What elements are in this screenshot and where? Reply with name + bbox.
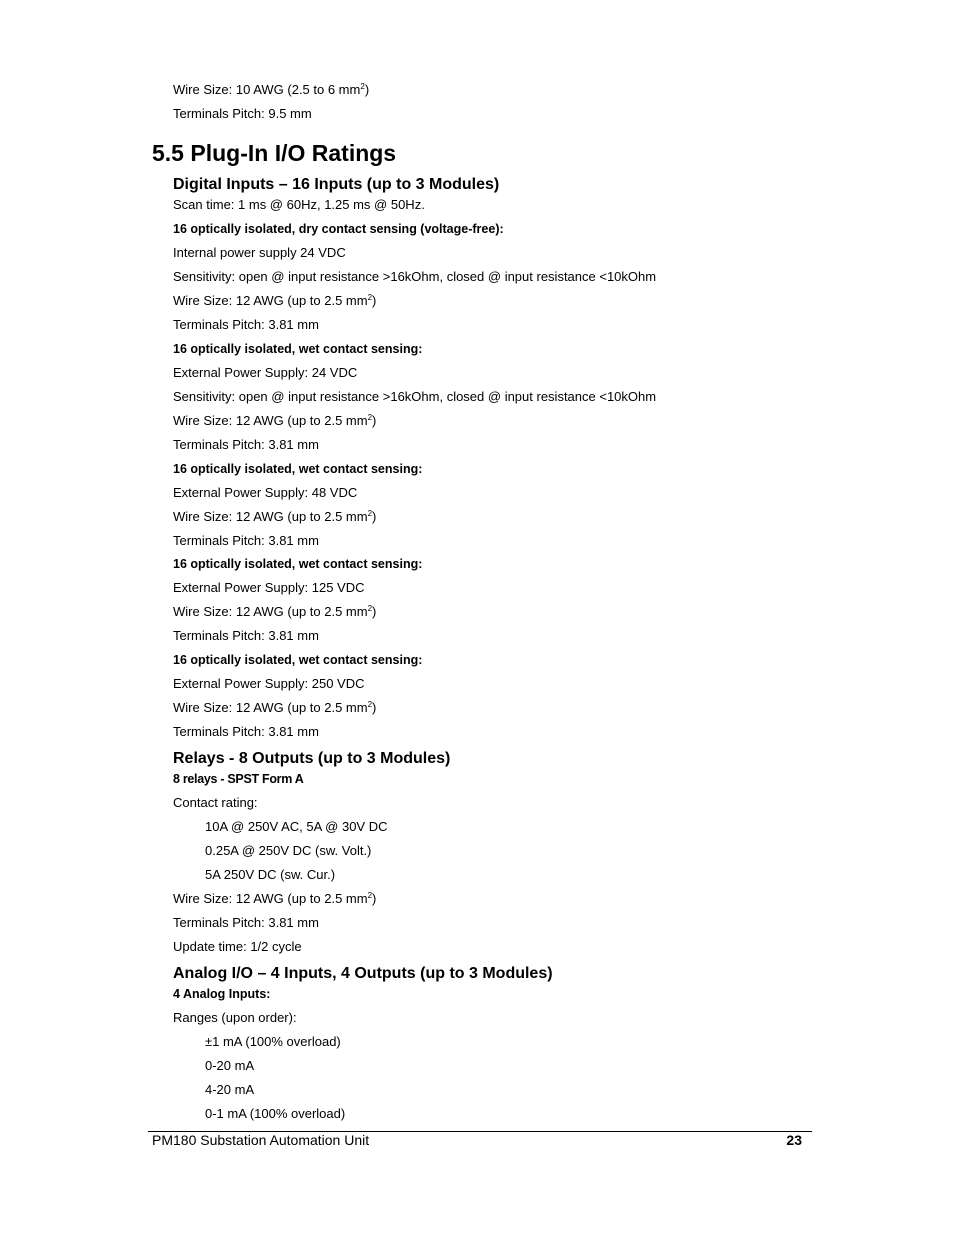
top-wire-size: Wire Size: 10 AWG (2.5 to 6 $mm^2$) bbox=[173, 82, 370, 97]
dry-wire-size: Wire Size: 12 AWG (up to 2.5 $mm^2$) bbox=[173, 293, 377, 308]
dry-supply: Internal power supply 24 VDC bbox=[173, 245, 346, 260]
range-item: ±1 mA (100% overload) bbox=[205, 1034, 341, 1049]
contact-rating-label: Contact rating: bbox=[173, 795, 258, 810]
footer-page-number: 23 bbox=[786, 1132, 802, 1148]
contact-rating-item: 10A @ 250V AC, 5A @ 30V DC bbox=[205, 819, 388, 834]
dry-terminals-pitch: Terminals Pitch: 3.81 mm bbox=[173, 317, 319, 332]
wet48-title: 16 optically isolated, wet contact sensing: bbox=[173, 462, 423, 476]
relays-terminals-pitch: Terminals Pitch: 3.81 mm bbox=[173, 915, 319, 930]
ranges-label: Ranges (upon order): bbox=[173, 1010, 297, 1025]
wet24-wire-size: Wire Size: 12 AWG (up to 2.5 $mm^2$) bbox=[173, 413, 377, 428]
wet48-wire-size: Wire Size: 12 AWG (up to 2.5 $mm^2$) bbox=[173, 509, 377, 524]
wet48-supply: External Power Supply: 48 VDC bbox=[173, 485, 358, 500]
relays-heading: Relays - 8 Outputs (up to 3 Modules) bbox=[173, 750, 451, 767]
wet250-terminals-pitch: Terminals Pitch: 3.81 mm bbox=[173, 724, 319, 739]
wet250-supply: External Power Supply: 250 VDC bbox=[173, 676, 365, 691]
wet24-terminals-pitch: Terminals Pitch: 3.81 mm bbox=[173, 437, 319, 452]
range-item: 4-20 mA bbox=[205, 1082, 255, 1097]
wet125-terminals-pitch: Terminals Pitch: 3.81 mm bbox=[173, 628, 319, 643]
digital-inputs-heading: Digital Inputs – 16 Inputs (up to 3 Modules) bbox=[173, 176, 500, 193]
wet250-wire-size: Wire Size: 12 AWG (up to 2.5 $mm^2$) bbox=[173, 700, 377, 715]
relays-subtitle: 8 relays - SPST Form A bbox=[173, 772, 304, 786]
wet24-title: 16 optically isolated, wet contact sensing: bbox=[173, 342, 423, 356]
contact-rating-item: 5A 250V DC (sw. Cur.) bbox=[205, 867, 336, 882]
section-heading: 5.5 Plug-In I/O Ratings bbox=[152, 140, 397, 166]
dry-sensitivity: Sensitivity: open @ input resistance >16kOhm, closed @ input resistance <10kOhm bbox=[173, 269, 657, 284]
dry-contact-title: 16 optically isolated, dry contact sensing (voltage-free): bbox=[173, 222, 504, 236]
wet125-title: 16 optically isolated, wet contact sensing: bbox=[173, 557, 423, 571]
range-item: 0-20 mA bbox=[205, 1058, 255, 1073]
relays-wire-size: Wire Size: 12 AWG (up to 2.5 $mm^2$) bbox=[173, 891, 377, 906]
wet125-wire-size: Wire Size: 12 AWG (up to 2.5 $mm^2$) bbox=[173, 604, 377, 619]
footer-product-name: PM180 Substation Automation Unit bbox=[152, 1132, 370, 1148]
contact-rating-item: 0.25A @ 250V DC (sw. Volt.) bbox=[205, 843, 372, 858]
analog-heading: Analog I/O – 4 Inputs, 4 Outputs (up to 3 Modules) bbox=[173, 965, 553, 982]
top-terminals-pitch: Terminals Pitch: 9.5 mm bbox=[173, 106, 312, 121]
wet24-supply: External Power Supply: 24 VDC bbox=[173, 365, 358, 380]
relays-update-time: Update time: 1/2 cycle bbox=[173, 939, 302, 954]
analog-inputs-title: 4 Analog Inputs: bbox=[173, 987, 271, 1001]
wet48-terminals-pitch: Terminals Pitch: 3.81 mm bbox=[173, 533, 319, 548]
wet250-title: 16 optically isolated, wet contact sensing: bbox=[173, 653, 423, 667]
wet24-sensitivity: Sensitivity: open @ input resistance >16kOhm, closed @ input resistance <10kOhm bbox=[173, 389, 657, 404]
scan-time: Scan time: 1 ms @ 60Hz, 1.25 ms @ 50Hz. bbox=[173, 197, 425, 212]
wet125-supply: External Power Supply: 125 VDC bbox=[173, 580, 365, 595]
range-item: 0-1 mA (100% overload) bbox=[205, 1106, 346, 1121]
